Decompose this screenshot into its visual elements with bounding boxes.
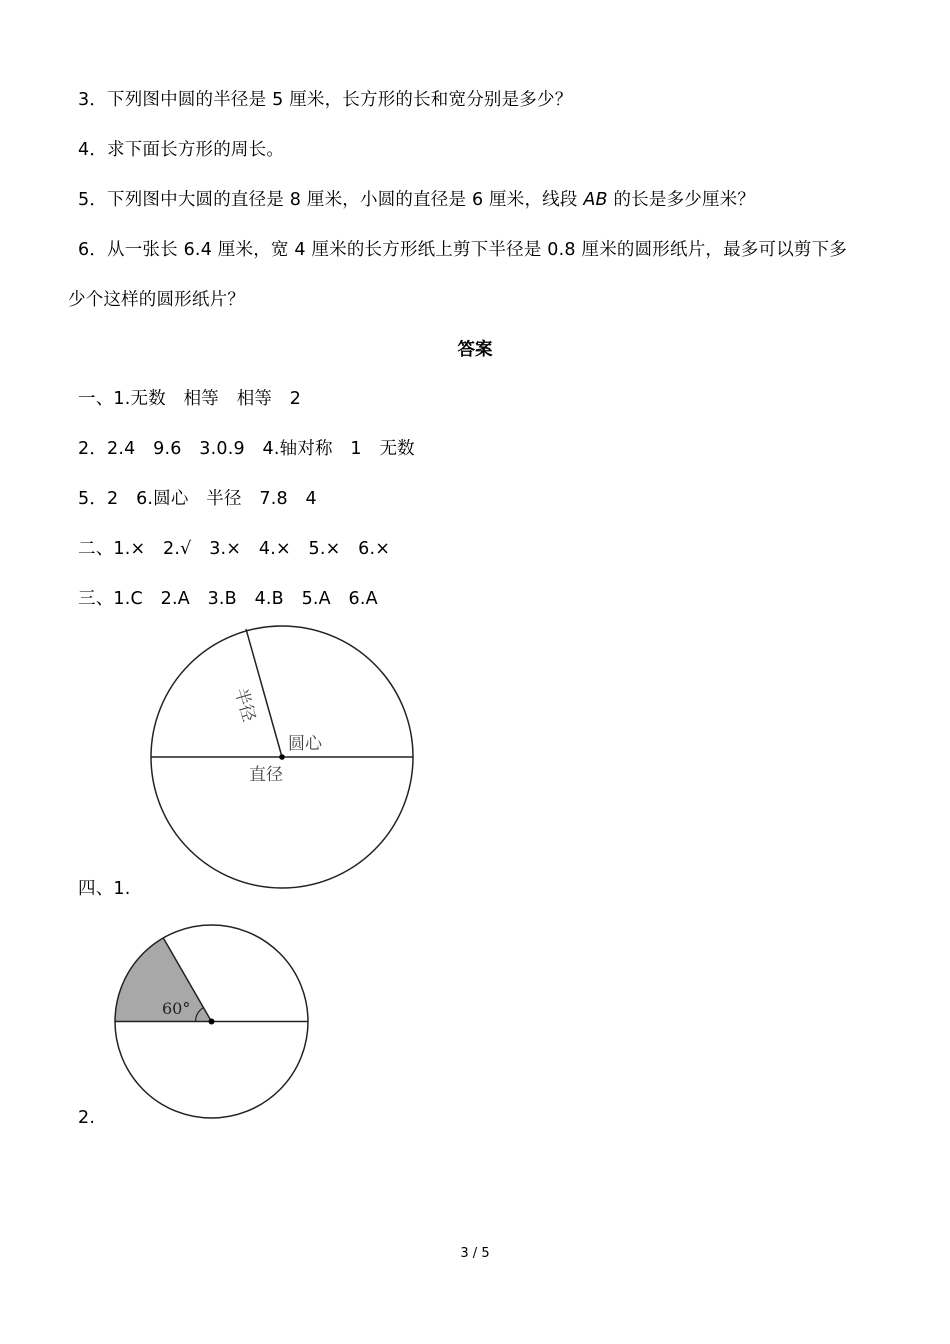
sector-center-dot — [209, 1019, 215, 1025]
question-6-line-1: 6．从一张长 6.4 厘米，宽 4 厘米的长方形纸上剪下半径是 0.8 厘米的圆形纸片，最多可以剪下多 — [78, 240, 848, 260]
answer-line-7: 2. — [78, 1108, 96, 1128]
center-label: 圆心 — [288, 734, 322, 754]
center-dot — [279, 754, 285, 760]
answers-heading: 答案 — [457, 340, 493, 360]
diameter-label: 直径 — [249, 765, 283, 785]
answer-line-4: 二、1.× 2.√ 3.× 4.× 5.× 6.× — [78, 539, 391, 559]
circle-parts-figure — [140, 620, 430, 895]
answer-line-6: 四、1. — [78, 879, 131, 899]
question-5-text-a: 5．下列图中大圆的直径是 8 厘米，小圆的直径是 6 厘米，线段 — [78, 190, 584, 210]
answer-line-5: 三、1.C 2.A 3.B 4.B 5.A 6.A — [78, 589, 378, 609]
question-6-line-2: 少个这样的圆形纸片？ — [68, 290, 245, 310]
question-5-text-b: 的长是多少厘米？ — [607, 190, 756, 210]
page-number: 3 / 5 — [460, 1246, 490, 1261]
angle-label: 60° — [162, 999, 191, 1018]
question-3: 3．下列图中圆的半径是 5 厘米，长方形的长和宽分别是多少？ — [78, 90, 573, 110]
answer-line-2: 2．2.4 9.6 3.0.9 4.轴对称 1 无数 — [78, 439, 415, 459]
radius-label: 半径 — [230, 685, 259, 725]
sector-figure — [110, 920, 314, 1124]
answer-line-3: 5．2 6.圆心 半径 7.8 4 — [78, 489, 317, 509]
question-4: 4．求下面长方形的周长。 — [78, 140, 285, 160]
answer-line-1: 一、1.无数 相等 相等 2 — [78, 389, 302, 409]
question-5 — [78, 186, 755, 211]
segment-ab-label: AB — [583, 190, 608, 210]
